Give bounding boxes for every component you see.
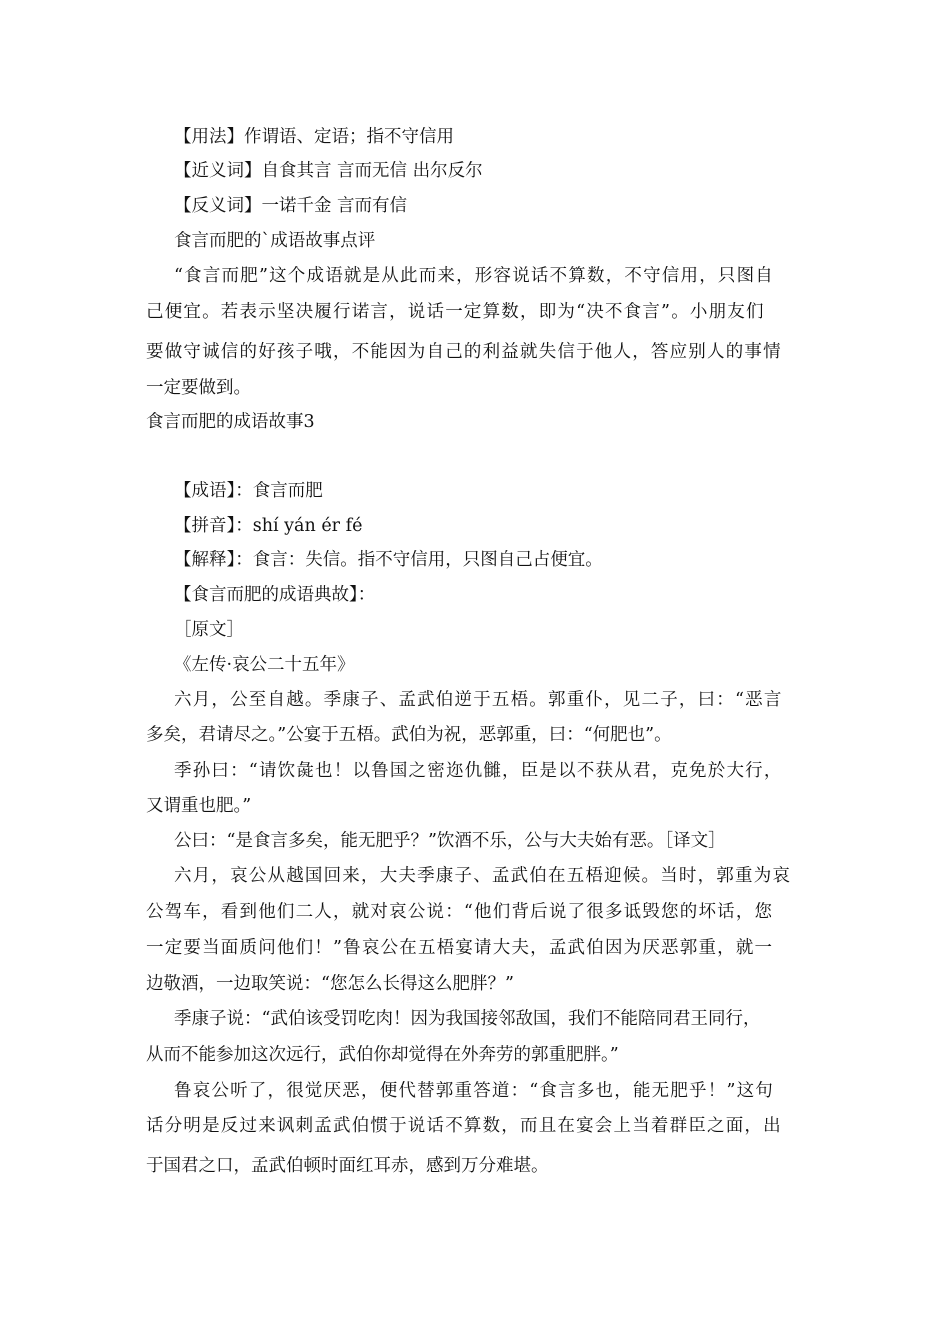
original-text-label: ［原文］ [174,620,244,640]
translation-text: 一定要当面质问他们！”鲁哀公在五梧宴请大夫，孟武伯因为厌恶郭重，就一 [146,938,774,958]
idiom-line: 【成语】：食言而肥 [174,481,323,501]
antonyms-line: 【反义词】一诺千金 言而有信 [174,196,408,216]
translation-text: 公驾车，看到他们二人，就对哀公说：“他们背后说了很多诋毁您的坏话，您 [146,902,774,922]
section-title: 食言而肥的成语故事3 [146,412,315,432]
translation-text: 季康子说：“武伯该受罚吃肉！因为我国接邻敌国，我们不能陪同君王同行， [174,1009,761,1029]
commentary-text: “食言而肥”这个成语就是从此而来，形容说话不算数，不守信用，只图自 [174,266,774,286]
translation-text: 鲁哀公听了，很觉厌恶，便代替郭重答道：“食言多也，能无肥乎！”这句 [174,1081,774,1101]
translation-text: 六月，哀公从越国回来，大夫季康子、孟武伯在五梧迎候。当时，郭重为哀 [174,866,792,886]
allusion-heading: 【食言而肥的成语典故】： [174,585,376,605]
commentary-heading: 食言而肥的`成语故事点评 [174,231,376,251]
explanation-line: 【解释】：食言：失信。指不守信用，只图自己占便宜。 [174,550,603,570]
translation-text: 话分明是反过来讽刺孟武伯惯于说话不算数，而且在宴会上当着群臣之面，出 [146,1116,782,1136]
original-text: 公曰：“是食言多矣，能无肥乎？”饮酒不乐，公与大夫始有恶。［译文］ [174,831,726,851]
source-title: 《左传·哀公二十五年》 [174,655,355,675]
translation-text: 从而不能参加这次远行，武伯你却觉得在外奔劳的郭重肥胖。” [146,1045,619,1065]
commentary-text: 一定要做到。 [146,378,251,398]
original-text: 又谓重也肥。” [146,796,252,816]
original-text: 季孙曰：“请饮彘也！以鲁国之密迩仇雠，臣是以不获从君，克免於大行， [174,761,783,781]
original-text: 六月，公至自越。季康子、孟武伯逆于五梧。郭重仆，见二子，曰：“恶言 [174,690,783,710]
synonyms-line: 【近义词】自食其言 言而无信 出尔反尔 [174,161,483,181]
commentary-text: 要做守诚信的好孩子哦，不能因为自己的利益就失信于他人，答应别人的事情 [146,342,782,362]
translation-text: 边敬酒，一边取笑说：“您怎么长得这么肥胖？” [146,974,514,994]
commentary-text: 己便宜。若表示坚决履行诺言，说话一定算数，即为“决不食言”。小朋友们 [146,302,765,322]
translation-text: 于国君之口，孟武伯顿时面红耳赤，感到万分难堪。 [146,1156,549,1176]
pinyin-line: 【拼音】：shí yán ér fé [174,516,363,536]
usage-line: 【用法】作谓语、定语；指不守信用 [174,127,454,147]
original-text: 多矣，君请尽之。”公宴于五梧。武伯为祝，恶郭重，曰：“何肥也”。 [146,725,672,745]
